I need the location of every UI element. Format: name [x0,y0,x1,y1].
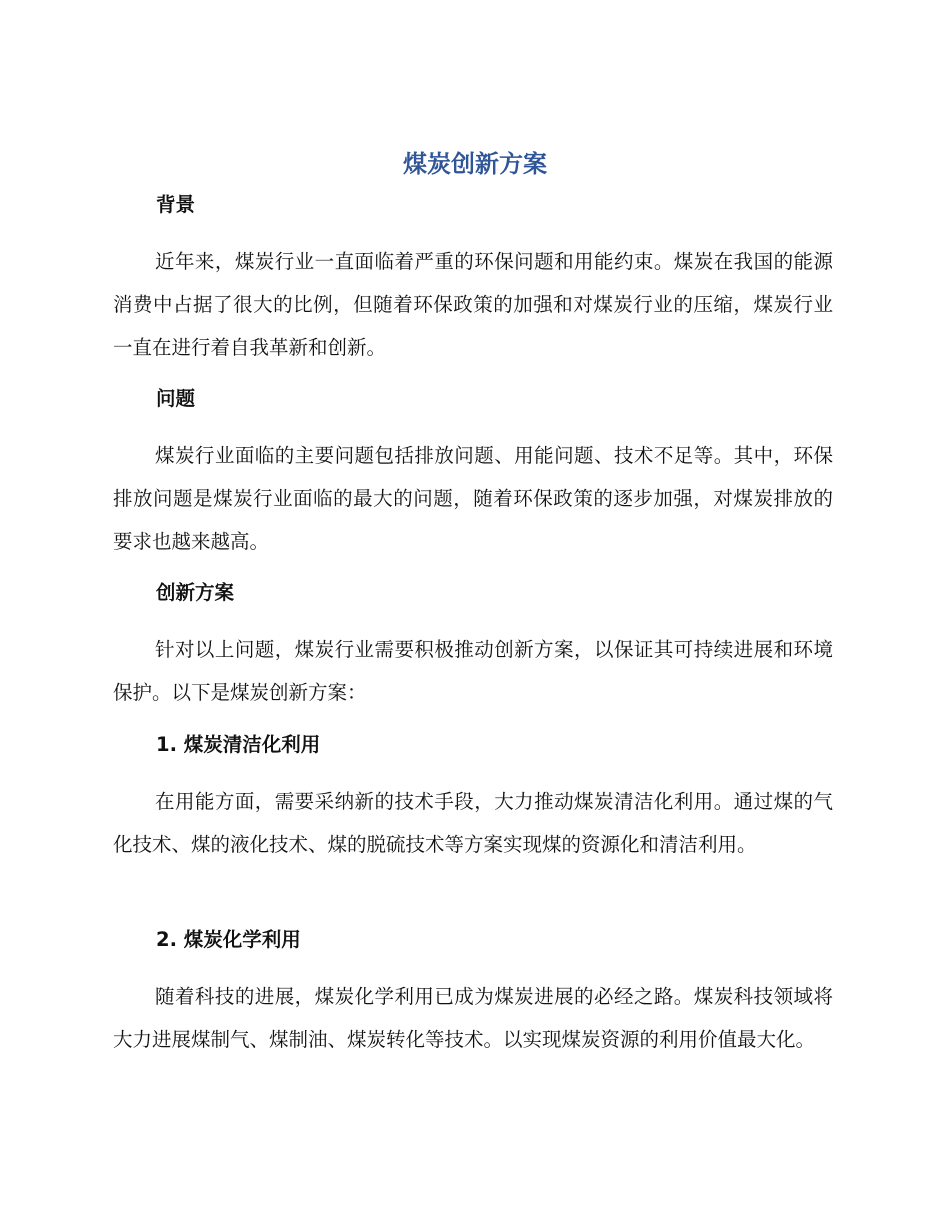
section-paragraph-background: 近年来，煤炭行业一直面临着严重的环保问题和用能约束。煤炭在我国的能源消费中占据了很大的比例，但随着环保政策的加强和对煤炭行业的压缩，煤炭行业一直在进行着自我革新和创新。 [113,250,833,359]
document-title: 煤炭创新方案 [403,150,547,178]
section-paragraph-chemical-utilization: 随着科技的进展，煤炭化学利用已成为煤炭进展的必经之路。煤炭科技领域将大力进展煤制气、煤制油、煤炭转化等技术。以实现煤炭资源的利用价值最大化。 [113,985,833,1051]
section-paragraph-clean-utilization: 在用能方面，需要采纳新的技术手段，大力推动煤炭清洁化利用。通过煤的气化技术、煤的液化技术、煤的脱硫技术等方案实现煤的资源化和清洁利用。 [113,790,833,856]
section-heading-innovation: 创新方案 [156,581,235,604]
section-paragraph-problems: 煤炭行业面临的主要问题包括排放问题、用能问题、技术不足等。其中，环保排放问题是煤炭行业面临的最大的问题，随着环保政策的逐步加强，对煤炭排放的要求也越来越高。 [113,444,833,553]
section-paragraph-innovation: 针对以上问题，煤炭行业需要积极推动创新方案，以保证其可持续进展和环境保护。以下是煤炭创新方案： [113,638,833,704]
section-heading-clean-utilization: 1. 煤炭清洁化利用 [156,733,321,756]
section-heading-problems: 问题 [156,387,196,410]
section-heading-chemical-utilization: 2. 煤炭化学利用 [156,928,301,951]
section-heading-background: 背景 [156,193,196,216]
